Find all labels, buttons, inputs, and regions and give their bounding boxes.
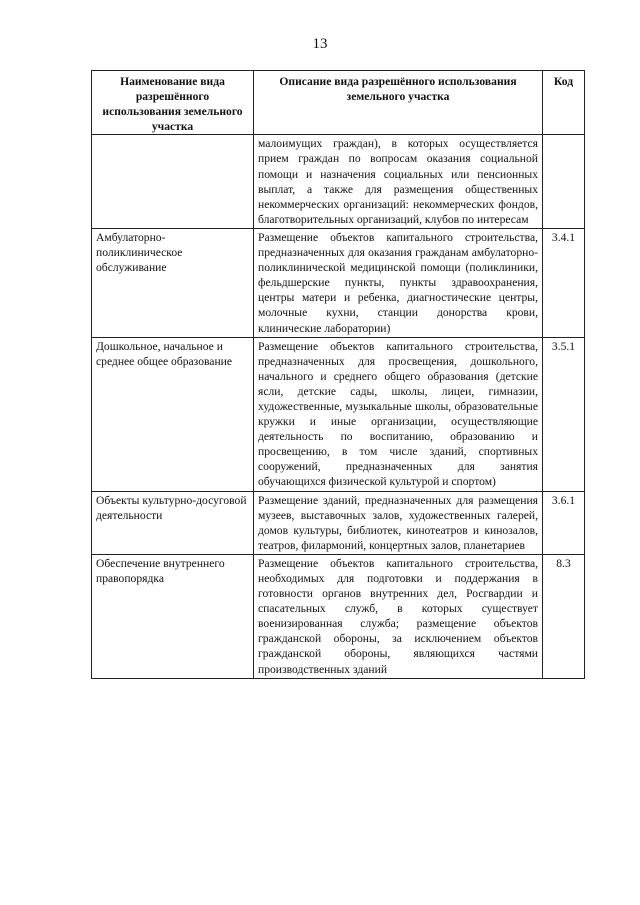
table-row	[92, 228, 585, 337]
page-number: 13	[312, 36, 328, 52]
row-name-cell: Амбулаторно-поликлиническое обслуживание	[92, 228, 254, 337]
header-name: Наименование вида разрешённого использования земельного участка	[92, 71, 254, 135]
row-code-cell: 3.4.1	[543, 228, 585, 337]
row-description-cell: малоимущих граждан), в которых осуществляется прием граждан по вопросам оказания социальной помощи и назначения социальных или пенсионных выплат, а также для размещения общественных некоммерческих организаций: некоммерческих фондов, благотворительных организаций, клубов по интересам	[254, 135, 543, 229]
table-row	[92, 135, 585, 229]
row-code-cell: 3.6.1	[543, 491, 585, 554]
table-row	[92, 491, 585, 554]
row-code-cell: 3.5.1	[543, 337, 585, 491]
table-row	[92, 554, 585, 678]
row-name-cell: Объекты культурно-досуговой деятельности	[92, 491, 254, 554]
row-name-cell: Дошкольное, начальное и среднее общее образование	[92, 337, 254, 491]
row-name-cell: Обеспечение внутреннего правопорядка	[92, 554, 254, 678]
row-code-cell	[543, 135, 585, 229]
row-description-cell: Размещение зданий, предназначенных для размещения музеев, выставочных залов, художественных галерей, домов культуры, библиотек, кинотеатров и кинозалов, театров, филармоний, концертных залов, планетариев	[254, 491, 543, 554]
header-code: Код	[543, 71, 585, 135]
land-use-table	[91, 70, 585, 679]
header-description: Описание вида разрешённого использования земельного участка	[254, 71, 543, 135]
row-description-cell: Размещение объектов капитального строительства, необходимых для подготовки и поддержания в готовности органов внутренних дел, Росгвардии и спасательных служб, в которых существует военизированная служба; размещение объектов гражданской обороны, за исключением объектов гражданской обороны, являющихся частями производственных зданий	[254, 554, 543, 678]
table-header-row	[92, 71, 585, 135]
table-row	[92, 337, 585, 491]
row-description-cell: Размещение объектов капитального строительства, предназначенных для оказания гражданам амбулаторно-поликлинической медицинской помощи (поликлиники, фельдшерские пункты, пункты здравоохранения, центры матери и ребенка, диагностические центры, молочные кухни, станции донорства крови, клинические лаборатории)	[254, 228, 543, 337]
row-name-cell	[92, 135, 254, 229]
row-code-cell: 8.3	[543, 554, 585, 678]
row-description-cell: Размещение объектов капитального строительства, предназначенных для просвещения, дошкольного, начального и среднего общего образования (детские ясли, детские сады, школы, лицеи, гимназии, художественные, музыкальные школы, образовательные кружки и иные организации, осуществляющие деятельность по воспитанию, образованию и просвещению, в том числе зданий, спортивных сооружений, предназначенных для занятия обучающихся физической культурой и спортом)	[254, 337, 543, 491]
